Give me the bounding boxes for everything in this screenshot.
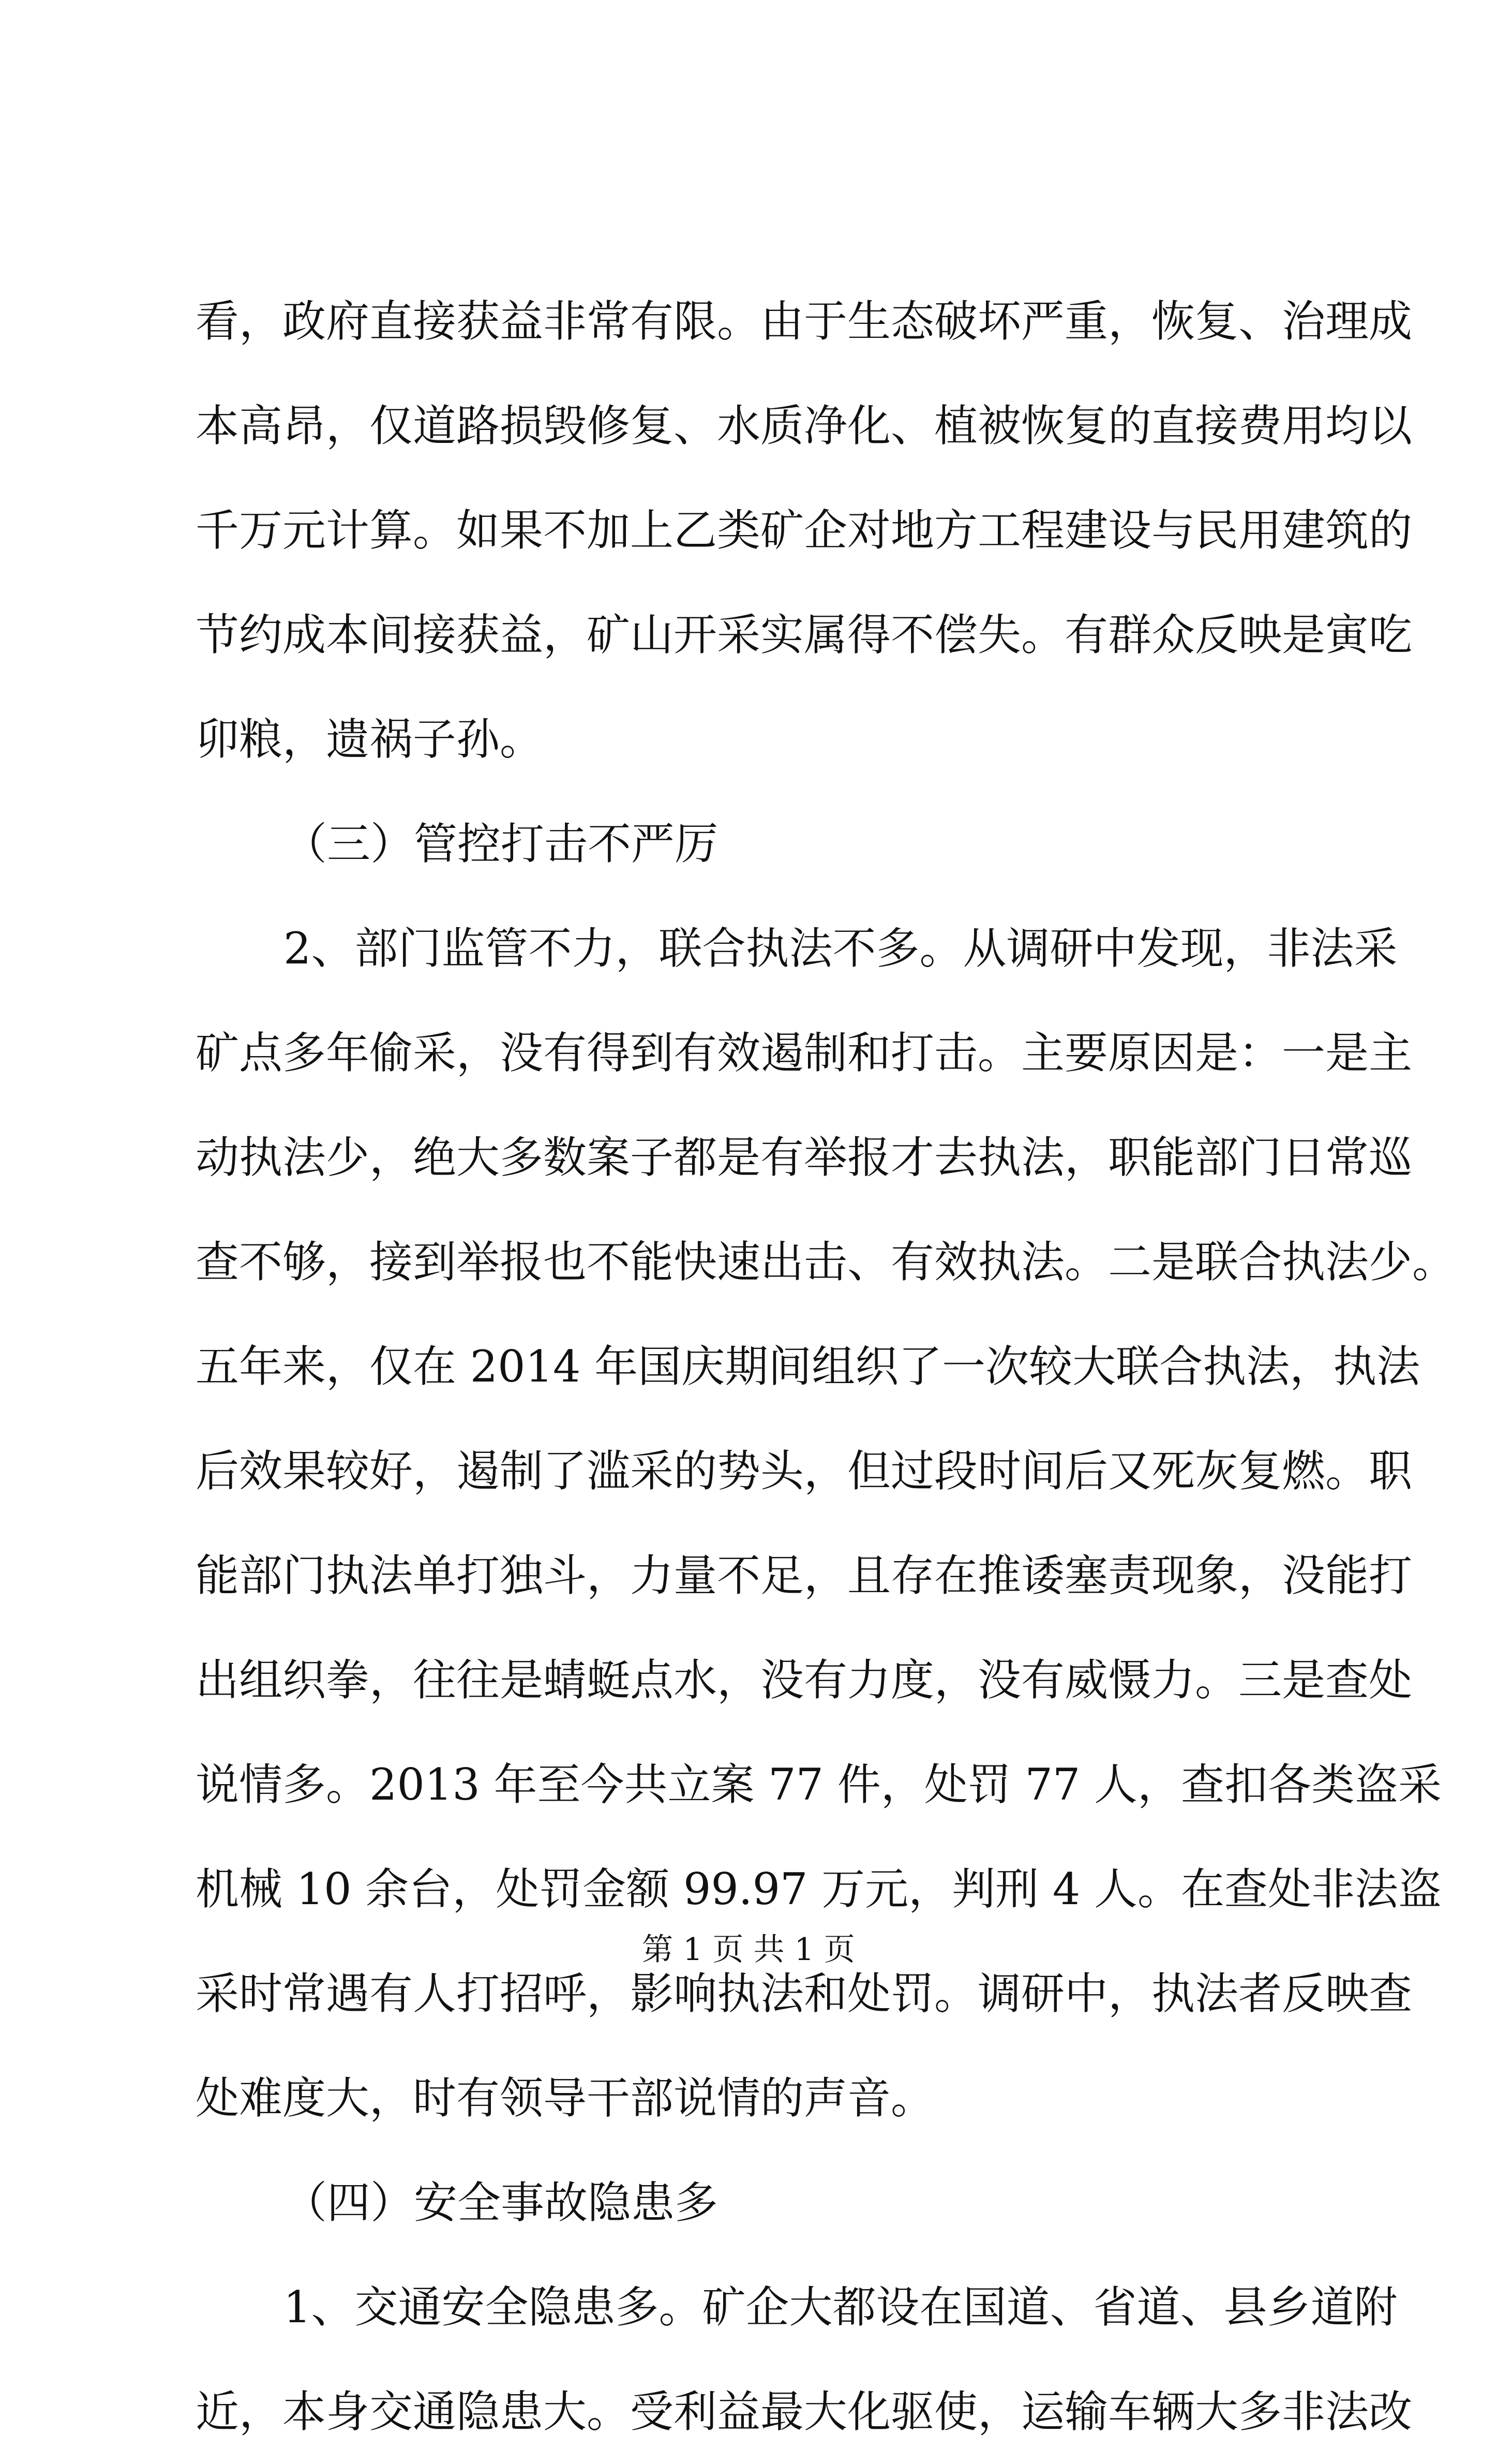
text-line: 说情多。2013 年至今共立案 77 件，处罚 77 人，查扣各类盗采 [196,1759,1442,1810]
text-line: 五年来，仅在 2014 年国庆期间组织了一次较大联合执法，执法 [196,1341,1420,1392]
section-heading: （三）管控打击不严厉 [283,819,718,869]
text-line: 卯粮，遗祸子孙。 [196,714,544,765]
text-line: 能部门执法单打独斗，力量不足，且存在推诿塞责现象，没能打 [196,1550,1413,1601]
text-line: 机械 10 余台，处罚金额 99.97 万元，判刑 4 人。在查处非法盗 [196,1864,1442,1914]
section-heading: （四）安全事故隐患多 [283,2177,718,2228]
text-line: 后效果较好，遏制了滥采的势头，但过段时间后又死灰复燃。职 [196,1446,1413,1496]
text-line: 查不够，接到举报也不能快速出击、有效执法。二是联合执法少。 [196,1237,1456,1287]
text-line: 2、部门监管不力，联合执法不多。从调研中发现，非法采 [283,923,1398,974]
text-line: 动执法少，绝大多数案子都是有举报才去执法，职能部门日常巡 [196,1132,1413,1183]
text-line: 矿点多年偷采，没有得到有效遏制和打击。主要原因是：一是主 [196,1028,1413,1078]
text-line: 1、交通安全隐患多。矿企大都设在国道、省道、县乡道附 [283,2282,1398,2333]
text-line: 千万元计算。如果不加上乙类矿企对地方工程建设与民用建筑的 [196,505,1413,556]
text-line: 看，政府直接获益非常有限。由于生态破坏严重，恢复、治理成 [196,296,1413,347]
text-line: 近，本身交通隐患大。受利益最大化驱使，运输车辆大多非法改 [196,2386,1413,2437]
page-footer: 第 1 页 共 1 页 [642,1932,855,1968]
text-line: 处难度大，时有领导干部说情的声音。 [196,2073,935,2124]
text-line: 本高昂，仅道路损毁修复、水质净化、植被恢复的直接费用均以 [196,400,1413,451]
body-text [196,269,1456,2464]
text-line: 节约成本间接获益，矿山开采实属得不偿失。有群众反映是寅吃 [196,610,1413,660]
text-line: 采时常遇有人打招呼，影响执法和处罚。调研中，执法者反映查 [196,1968,1413,2019]
text-line: 出组织拳，往往是蜻蜓点水，没有力度，没有威慑力。三是查处 [196,1655,1413,1705]
